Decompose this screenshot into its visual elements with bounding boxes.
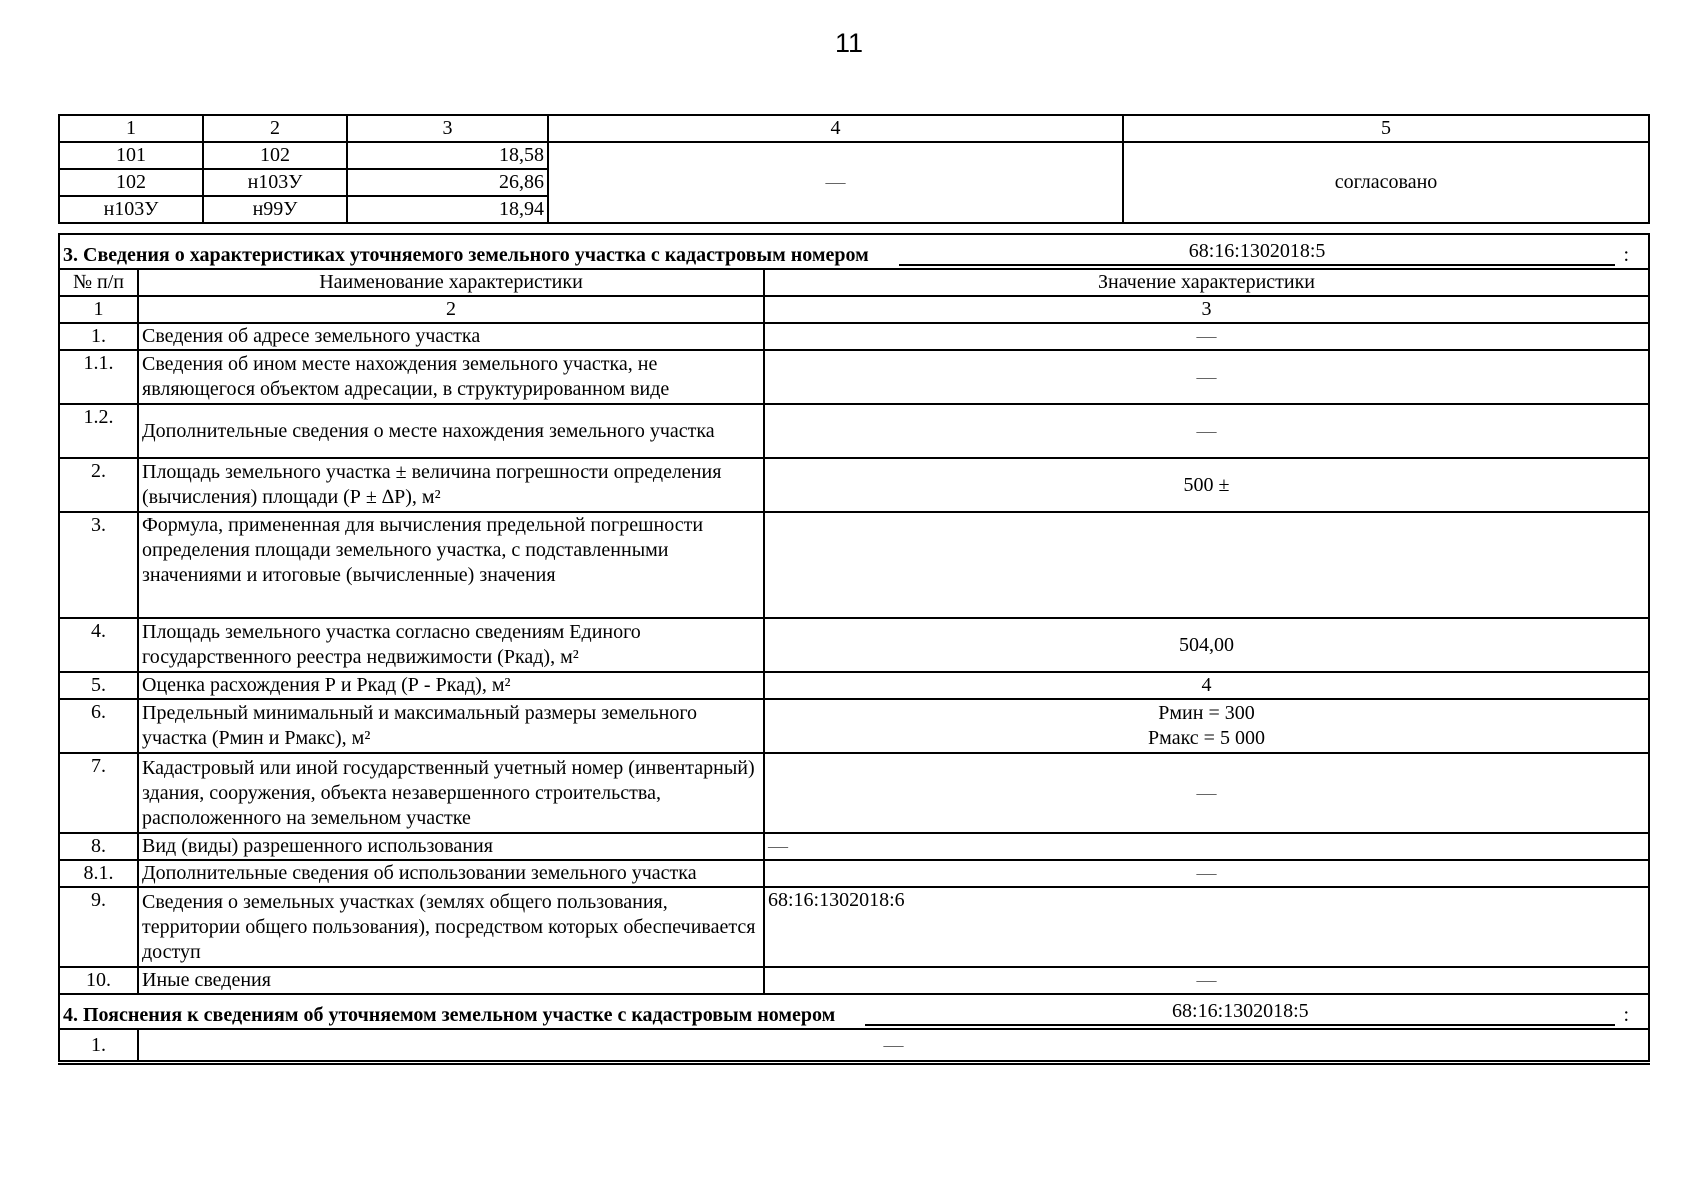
row-name: Сведения о земельных участках (землях общего пользования, территории общего пользования), посредством которых обеспечивается доступ [138,887,764,967]
table-row [59,618,1649,672]
table-row [59,512,1649,618]
row-name: Формула, примененная для вычисления предельной погрешности определения площади земельного участка, с подставленными значениями и итоговые (вычисленные) значения [138,512,764,618]
row-num: 1.2. [59,404,138,458]
row-value: — [764,404,1649,458]
row-num: 5. [59,672,138,699]
table-row [59,142,1649,169]
section-4-title-row [59,994,1649,1029]
row-num: 10. [59,967,138,994]
header-name: Наименование характеристики [138,269,764,296]
row-name: Оценка расхождения Р и Ркад (Р - Ркад), м² [138,672,764,699]
point-to: н103У [203,169,347,196]
row-value: 504,00 [764,618,1649,672]
row-value: — [764,833,1649,860]
table-row [59,860,1649,887]
column-index-row [59,296,1649,323]
row-value: — [764,967,1649,994]
header-value: Значение характеристики [764,269,1649,296]
point-to: н99У [203,196,347,223]
header-cell: 1 [59,115,203,142]
header-cell: 2 [203,115,347,142]
table-row [59,323,1649,350]
row-value: 4 [764,672,1649,699]
row-num: 1.1. [59,350,138,404]
distance: 26,86 [347,169,548,196]
row-name: Площадь земельного участка согласно сведениям Единого государственного реестра недвижимости (Ркад), м² [138,618,764,672]
table-row [59,753,1649,833]
point-from: 102 [59,169,203,196]
header-num: № п/п [59,269,138,296]
column-header-row [59,269,1649,296]
row-value: — [764,323,1649,350]
col-index: 1 [59,296,138,323]
distance: 18,58 [347,142,548,169]
header-cell: 3 [347,115,548,142]
distance: 18,94 [347,196,548,223]
row-name: Дополнительные сведения об использовании земельного участка [138,860,764,887]
row-num: 4. [59,618,138,672]
header-cell: 5 [1123,115,1649,142]
row-value: — [764,753,1649,833]
row-num: 8.1. [59,860,138,887]
status-cell: согласовано [1123,142,1649,223]
row-value [764,699,1649,753]
row-value: — [764,350,1649,404]
table-row [59,887,1649,967]
row-num: 7. [59,753,138,833]
row-value-line: Рмакс = 5 000 [1148,727,1265,749]
row-name: Иные сведения [138,967,764,994]
row-value [764,512,1649,618]
point-from: н103У [59,196,203,223]
point-from: 101 [59,142,203,169]
row-name: Площадь земельного участка ± величина погрешности определения (вычисления) площади (Р ± ∆Р), м² [138,458,764,512]
characteristics-table [58,233,1650,1065]
table-row [59,350,1649,404]
row-num: 8. [59,833,138,860]
row-num: 1. [59,323,138,350]
row-value: — [764,860,1649,887]
borders-table [58,114,1650,224]
row-name: Сведения об адресе земельного участка [138,323,764,350]
section-3-title: 3. Сведения о характеристиках уточняемого земельного участка с кадастровым номером [63,244,869,266]
col-index: 3 [764,296,1649,323]
row-name: Дополнительные сведения о месте нахождения земельного участка [138,404,764,458]
section-4-title: 4. Пояснения к сведениям об уточняемом земельном участке с кадастровым номером [63,1004,836,1026]
row-value: 500 ± [764,458,1649,512]
row-name: Кадастровый или иной государственный учетный номер (инвентарный) здания, сооружения, объекта незавершенного строительства, расположенного на земельном участке [138,753,764,833]
section-3-cadastral-number: 68:16:1302018:5 [899,238,1616,266]
section-3-title-row [59,234,1649,269]
table-row [59,672,1649,699]
page-number: 11 [834,28,864,58]
table-row [59,967,1649,994]
description-cell: — [548,142,1123,223]
table-row [59,404,1649,458]
row-num: 1. [59,1029,138,1063]
row-value: 68:16:1302018:6 [764,887,1649,967]
table-header-row [59,115,1649,142]
row-name: Предельный минимальный и максимальный размеры земельного участка (Рмин и Рмакс), м² [138,699,764,753]
row-value-line: Рмин = 300 [1158,702,1255,724]
row-num: 3. [59,512,138,618]
col-index: 2 [138,296,764,323]
row-num: 9. [59,887,138,967]
row-value: — [138,1029,1649,1063]
row-name: Сведения об ином месте нахождения земельного участка, не являющегося объектом адресации, в структурированном виде [138,350,764,404]
point-to: 102 [203,142,347,169]
row-num: 6. [59,699,138,753]
table-row [59,699,1649,753]
header-cell: 4 [548,115,1123,142]
section-4-cadastral-number: 68:16:1302018:5 [865,998,1615,1026]
table-row [59,1029,1649,1063]
table-row [59,833,1649,860]
section-3-colon: : [1623,244,1629,266]
section-4-colon: : [1623,1004,1629,1026]
row-num: 2. [59,458,138,512]
table-row [59,458,1649,512]
row-name: Вид (виды) разрешенного использования [138,833,764,860]
